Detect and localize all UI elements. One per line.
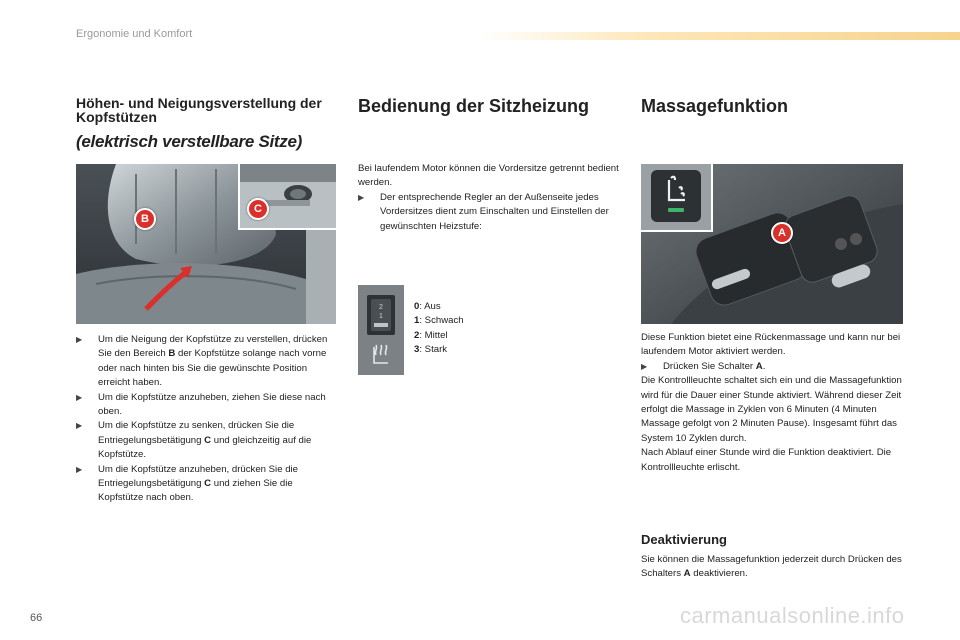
headrest-image bbox=[76, 164, 336, 324]
headrest-bullet-2: ▶ Um die Kopfstütze anzuheben, ziehen Sie diese nach oben. bbox=[76, 391, 326, 418]
seat-heating-intro: Bei laufendem Motor können die Vordersitze getrennt bedient werden. bbox=[358, 163, 619, 189]
page-number: 66 bbox=[30, 612, 43, 624]
massage-inset-image bbox=[641, 164, 713, 232]
headrest-bullet-4: ▶ Um die Kopfstütze anzuheben, drücken Sie die Entriegelungsbetätigung C und ziehen Sie die Kopfstütze nach oben. bbox=[76, 463, 298, 504]
seat-heating-text bbox=[358, 162, 620, 234]
deactivation-title: Deaktivierung bbox=[641, 532, 727, 547]
headrest-inset-image bbox=[238, 164, 336, 230]
bullet-marker-icon: ▶ bbox=[76, 392, 83, 402]
massage-title: Massagefunktion bbox=[641, 96, 789, 116]
headrest-bullet-3: ▶ Um die Kopfstütze zu senken, drücken Sie die Entriegelungsbetätigung C und gleichzeitig auf die Kopfstütze. bbox=[76, 420, 312, 461]
massage-image bbox=[641, 164, 903, 324]
bullet-marker-icon: ▶ bbox=[641, 361, 648, 371]
badge-c: C bbox=[247, 198, 269, 220]
watermark: carmanualsonline.info bbox=[680, 603, 905, 628]
headrest-subtitle: (elektrisch verstellbare Sitze) bbox=[76, 132, 302, 151]
massage-body: Die Kontrollleuchte schaltet sich ein und die Massagefunktion wird für die Dauer einer Stunde aktiviert. Während dieser Zeit erfolgt die Massage in Zyklen von 6 Minuten (4 Minuten Massage gefolgt von 2 Minuten Pause). Insgesamt führt das System 10 Zyklen durch. bbox=[641, 375, 902, 444]
heat-levels bbox=[414, 300, 534, 358]
headrest-title: Höhen- und Neigungsverstellung der Kopfstützen bbox=[76, 95, 322, 125]
page-header-bar bbox=[480, 32, 960, 40]
bullet-marker-icon: ▶ bbox=[358, 192, 365, 202]
bullet-marker-icon: ▶ bbox=[76, 335, 83, 344]
heat-level-0: 0: Aus bbox=[414, 301, 441, 312]
seat-heating-bullet: ▶ Der entsprechende Regler an der Außenseite jedes Vordersitzes dient zum Einschalten und Einstellen der gewünschten Heizstufe: bbox=[358, 191, 609, 232]
seat-heat-icon bbox=[358, 285, 404, 375]
headrest-instructions bbox=[76, 333, 338, 506]
headrest-bullet-1: ▶ Um die Neigung der Kopfstütze zu verstellen, drücken Sie den Bereich B der Kopfstütze solange nach vorne oder nach hinten bis Sie die gewünschte Position erreicht haben. bbox=[76, 334, 328, 389]
badge-b: B bbox=[134, 208, 156, 230]
bullet-marker-icon: ▶ bbox=[76, 421, 83, 431]
massage-end: Nach Ablauf einer Stunde wird die Funktion deaktiviert. Die Kontrollleuchte erlischt. bbox=[641, 447, 892, 473]
heat-level-2: 2: Mittel bbox=[414, 329, 448, 341]
svg-text:1: 1 bbox=[379, 313, 383, 320]
badge-a: A bbox=[771, 222, 793, 244]
deactivation-text: Sie können die Massagefunktion jederzeit durch Drücken des Schalters A deaktivieren. bbox=[641, 554, 902, 580]
svg-text:2: 2 bbox=[379, 304, 383, 311]
massage-intro: Diese Funktion bietet eine Rückenmassage und kann nur bei laufendem Motor aktiviert werden. bbox=[641, 332, 901, 358]
page-header-section: Ergonomie und Komfort bbox=[76, 28, 193, 40]
heat-level-3: 3: Stark bbox=[414, 344, 448, 356]
heat-level-1: 1: Schwach bbox=[414, 315, 464, 327]
seat-heating-title: Bedienung der Sitzheizung bbox=[358, 96, 590, 116]
massage-text bbox=[641, 331, 907, 475]
massage-bullet: ▶ Drücken Sie Schalter A. bbox=[641, 360, 907, 374]
bullet-marker-icon: ▶ bbox=[76, 464, 83, 474]
